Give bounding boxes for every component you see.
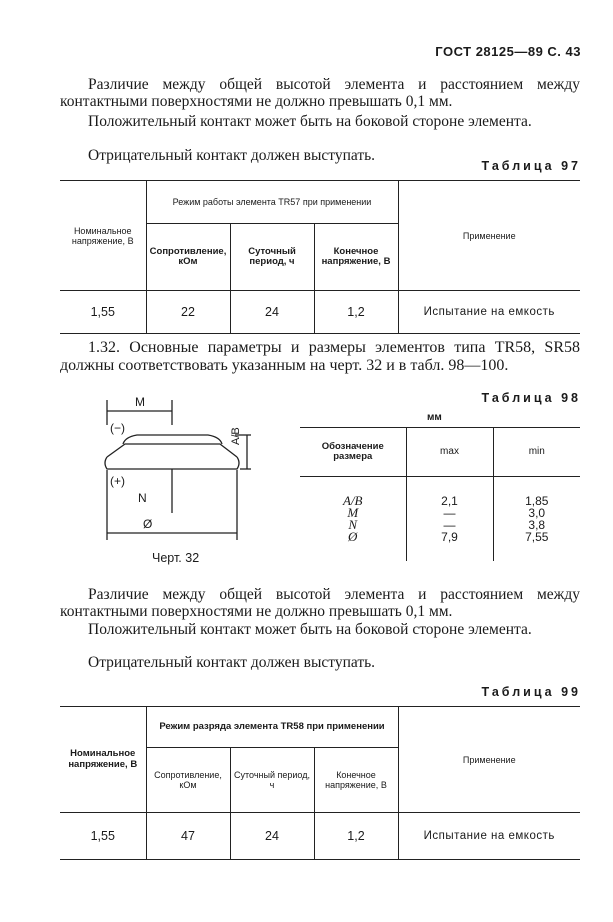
cell-final: 1,2 [314, 813, 398, 860]
dim-label-positive: (+) [110, 474, 125, 488]
element-cap-outline [107, 444, 237, 457]
group-header: Режим разряда элемента TR58 при применении [146, 707, 398, 748]
paragraph-height-difference [60, 76, 580, 110]
table-row [300, 477, 580, 562]
element-body-outline [105, 457, 239, 469]
col-resistance: Сопротивление, кОм [146, 224, 230, 291]
paragraph-text: Отрицательный контакт должен выступать. [88, 147, 376, 164]
col-designation: Обозначение размера [321, 440, 384, 462]
cell-nominal: 1,55 [90, 829, 115, 843]
col-final-voltage: Конечное напряжение, В [314, 748, 398, 813]
table-row [60, 813, 580, 860]
paragraph-positive-contact-2 [60, 621, 580, 638]
paragraph-text: Положительный контакт может быть на боковой стороне элемента. [88, 621, 532, 638]
table-98-caption: Таблица 98 [481, 391, 581, 405]
paragraph-height-difference-2 [60, 586, 580, 620]
figure-caption: Черт. 32 [152, 551, 200, 565]
col-daily-period: Суточный период, ч [230, 224, 314, 291]
paragraph-negative-contact-2 [60, 654, 580, 671]
clause-1-32 [60, 339, 580, 374]
dim-label-negative: (−) [110, 421, 125, 435]
dim-label-m: M [135, 395, 145, 409]
cell-resistance: 22 [146, 291, 230, 334]
paragraph-positive-contact [60, 113, 580, 130]
cell-period: 24 [230, 813, 314, 860]
cell-nominal: 1,55 [90, 305, 115, 319]
paragraph-text: Различие между общей высотой элемента и расстоянием между контактными поверхностями не должно превышать 0,1 мм. [60, 586, 580, 620]
col-min: min [493, 428, 580, 477]
page-header: ГОСТ 28125—89 С. 43 [435, 44, 581, 59]
unit-label: мм [427, 412, 442, 423]
col-nominal-voltage: Номинальное напряжение, В [68, 748, 138, 770]
col-resistance: Сопротивление, кОм [146, 748, 230, 813]
col-daily-period: Суточный период, ч [230, 748, 314, 813]
col-final-voltage: Конечное напряжение, В [314, 224, 398, 291]
col-application: Применение [398, 707, 580, 813]
cell-final: 1,2 [314, 291, 398, 334]
element-top-contact [123, 435, 222, 444]
group-header: Режим работы элемента TR57 при применении [146, 181, 398, 224]
table-row [60, 291, 580, 334]
paragraph-text: Отрицательный контакт должен выступать. [88, 654, 376, 671]
cell-designations: A/B M N Ø [343, 493, 363, 544]
table-99 [60, 706, 580, 860]
col-max: max [406, 428, 493, 477]
dim-label-ab: A/B [230, 427, 242, 445]
cell-resistance: 47 [146, 813, 230, 860]
col-application: Применение [398, 181, 580, 291]
table-99-caption: Таблица 99 [481, 685, 581, 699]
clause-text: 1.32. Основные параметры и размеры элементов типа TR58, SR58 должны соответствовать указанным на черт. 32 и в табл. 98—100. [60, 339, 580, 374]
table-98 [300, 427, 580, 561]
dim-label-diameter: Ø [143, 517, 153, 531]
table-97-caption: Таблица 97 [481, 159, 581, 173]
col-nominal-voltage: Номинальное напряжение, В [71, 225, 134, 246]
drawing-element-tr58 [95, 395, 255, 545]
paragraph-text: Положительный контакт может быть на боковой стороне элемента. [88, 113, 532, 130]
cell-application: Испытание на емкость [398, 813, 580, 860]
cell-min-values: 1,85 3,0 3,8 7,55 [493, 477, 580, 562]
paragraph-text: Различие между общей высотой элемента и расстоянием между контактными поверхностями не должно превышать 0,1 мм. [60, 76, 580, 110]
cell-max-values: 2,1 — — 7,9 [406, 477, 493, 562]
cell-application: Испытание на емкость [398, 291, 580, 334]
dim-label-n: N [138, 491, 147, 505]
cell-period: 24 [230, 291, 314, 334]
table-97 [60, 180, 580, 334]
